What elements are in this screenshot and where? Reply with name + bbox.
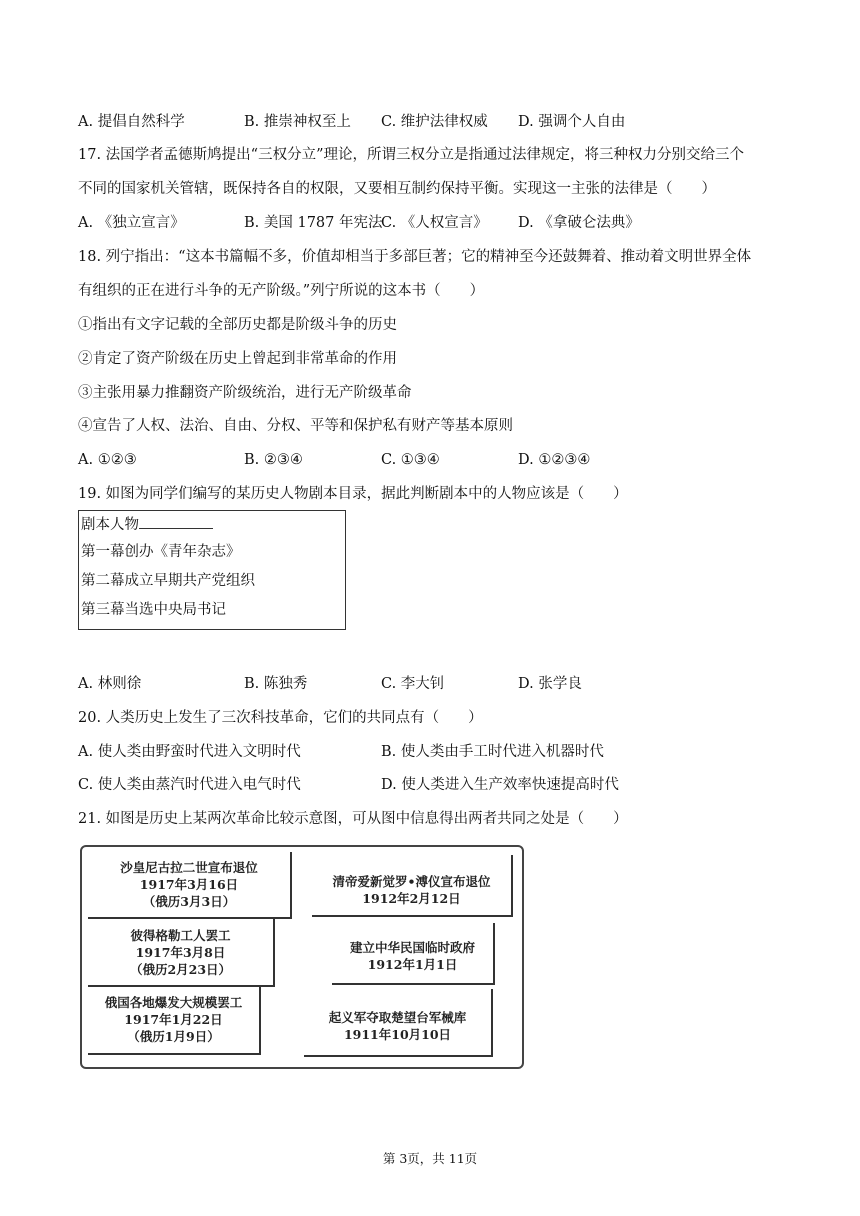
left-event-date: 1917年1月22日 bbox=[124, 1012, 223, 1027]
q18-statement-2: ②肯定了资产阶级在历史上曾起到非常革命的作用 bbox=[78, 351, 397, 367]
right-event-title: 建立中华民国临时政府 bbox=[349, 940, 475, 955]
q18-statement-1: ①指出有文字记载的全部历史都是阶级斗争的历史 bbox=[78, 317, 397, 333]
q18-option-c: C. ①③④ bbox=[381, 452, 440, 468]
q18-option-b: B. ②③④ bbox=[244, 452, 303, 468]
right-event-puyi-abdication bbox=[312, 855, 513, 917]
q17-stem-line2: 不同的国家机关管辖，既保持各自的权限，又要相互制约保持平衡。实现这一主张的法律是（ ） bbox=[78, 181, 716, 197]
left-event-date: 1917年3月8日 bbox=[135, 945, 226, 960]
q16-option-c: C. 维护法律权威 bbox=[381, 114, 488, 130]
left-event-general-strikes bbox=[88, 987, 261, 1055]
left-event-old-date: （俄历3月3日） bbox=[142, 894, 236, 909]
right-event-provisional-government bbox=[332, 923, 495, 985]
q18-stem-line2: 有组织的正在进行斗争的无产阶级。”列宁所说的这本书（ ） bbox=[78, 283, 485, 299]
q18-stem-line1: 18. 列宁指出：“这本书篇幅不多，价值却相当于多部巨著；它的精神至今还鼓舞着、推动着文明世界全体 bbox=[78, 249, 752, 265]
q20-option-d: D. 使人类进入生产效率快速提高时代 bbox=[381, 777, 619, 793]
q18-option-d: D. ①②③④ bbox=[518, 452, 591, 468]
revolution-comparison-figure bbox=[80, 845, 524, 1069]
script-directory-box bbox=[78, 510, 346, 630]
q16-option-a: A. 提倡自然科学 bbox=[78, 114, 185, 130]
q19-option-a: A. 林则徐 bbox=[78, 676, 142, 692]
q16-option-d: D. 强调个人自由 bbox=[518, 114, 626, 130]
left-event-title: 俄国各地爆发大规模罢工 bbox=[104, 995, 243, 1010]
q21-stem: 21. 如图是历史上某两次革命比较示意图，可从图中信息得出两者共同之处是（ ） bbox=[78, 811, 628, 827]
q17-option-c: C. 《人权宣言》 bbox=[381, 215, 488, 231]
right-event-title: 起义军夺取楚望台军械库 bbox=[328, 1010, 467, 1025]
right-event-title: 清帝爱新觉罗•溥仪宣布退位 bbox=[332, 874, 491, 889]
left-event-abdication bbox=[88, 852, 292, 919]
left-event-title: 沙皇尼古拉二世宣布退位 bbox=[120, 860, 258, 875]
q18-statement-3: ③主张用暴力推翻资产阶级统治，进行无产阶级革命 bbox=[78, 385, 412, 401]
q20-option-b: B. 使人类由手工时代进入机器时代 bbox=[381, 744, 604, 760]
left-event-petrograd-strike bbox=[88, 919, 275, 987]
right-event-date: 1912年2月12日 bbox=[362, 891, 461, 906]
q18-statement-4: ④宣告了人权、法治、自由、分权、平等和保护私有财产等基本原则 bbox=[78, 418, 513, 434]
left-event-title: 彼得格勒工人罢工 bbox=[130, 928, 231, 943]
q18-option-a: A. ①②③ bbox=[78, 452, 137, 468]
page-footer: 第 3页，共 11页 bbox=[382, 1151, 478, 1166]
answer-blank bbox=[139, 514, 213, 529]
q19-option-d: D. 张学良 bbox=[518, 676, 582, 692]
q17-option-d: D. 《拿破仑法典》 bbox=[518, 215, 640, 231]
q17-option-b: B. 美国 1787 年宪法 bbox=[244, 215, 383, 231]
q20-option-c: C. 使人类由蒸汽时代进入电气时代 bbox=[78, 777, 301, 793]
act-one: 第一幕创办《青年杂志》 bbox=[81, 544, 241, 560]
q16-option-b: B. 推崇神权至上 bbox=[244, 114, 351, 130]
left-event-old-date: （俄历1月9日） bbox=[127, 1029, 220, 1044]
q19-option-b: B. 陈独秀 bbox=[244, 676, 308, 692]
left-event-date: 1917年3月16日 bbox=[139, 877, 239, 892]
right-event-date: 1912年1月1日 bbox=[367, 957, 458, 972]
q19-option-c: C. 李大钊 bbox=[381, 676, 445, 692]
act-three: 第三幕当选中央局书记 bbox=[81, 602, 226, 618]
q20-stem: 20. 人类历史上发生了三次科技革命，它们的共同点有（ ） bbox=[78, 710, 483, 726]
left-event-old-date: （俄历2月23日） bbox=[129, 962, 232, 977]
script-character-label: 剧本人物 bbox=[81, 517, 139, 533]
script-character-row bbox=[81, 514, 213, 535]
right-event-date: 1911年10月10日 bbox=[343, 1027, 452, 1042]
right-event-wuchang-arsenal bbox=[304, 989, 493, 1057]
q19-stem: 19. 如图为同学们编写的某历史人物剧本目录，据此判断剧本中的人物应该是（ ） bbox=[78, 486, 628, 502]
q17-stem-line1: 17. 法国学者孟德斯鸠提出“三权分立”理论，所谓三权分立是指通过法律规定，将三种权力分别交给三个 bbox=[78, 147, 744, 163]
q20-option-a: A. 使人类由野蛮时代进入文明时代 bbox=[78, 744, 301, 760]
act-two: 第二幕成立早期共产党组织 bbox=[81, 573, 255, 589]
q17-option-a: A. 《独立宣言》 bbox=[78, 215, 185, 231]
